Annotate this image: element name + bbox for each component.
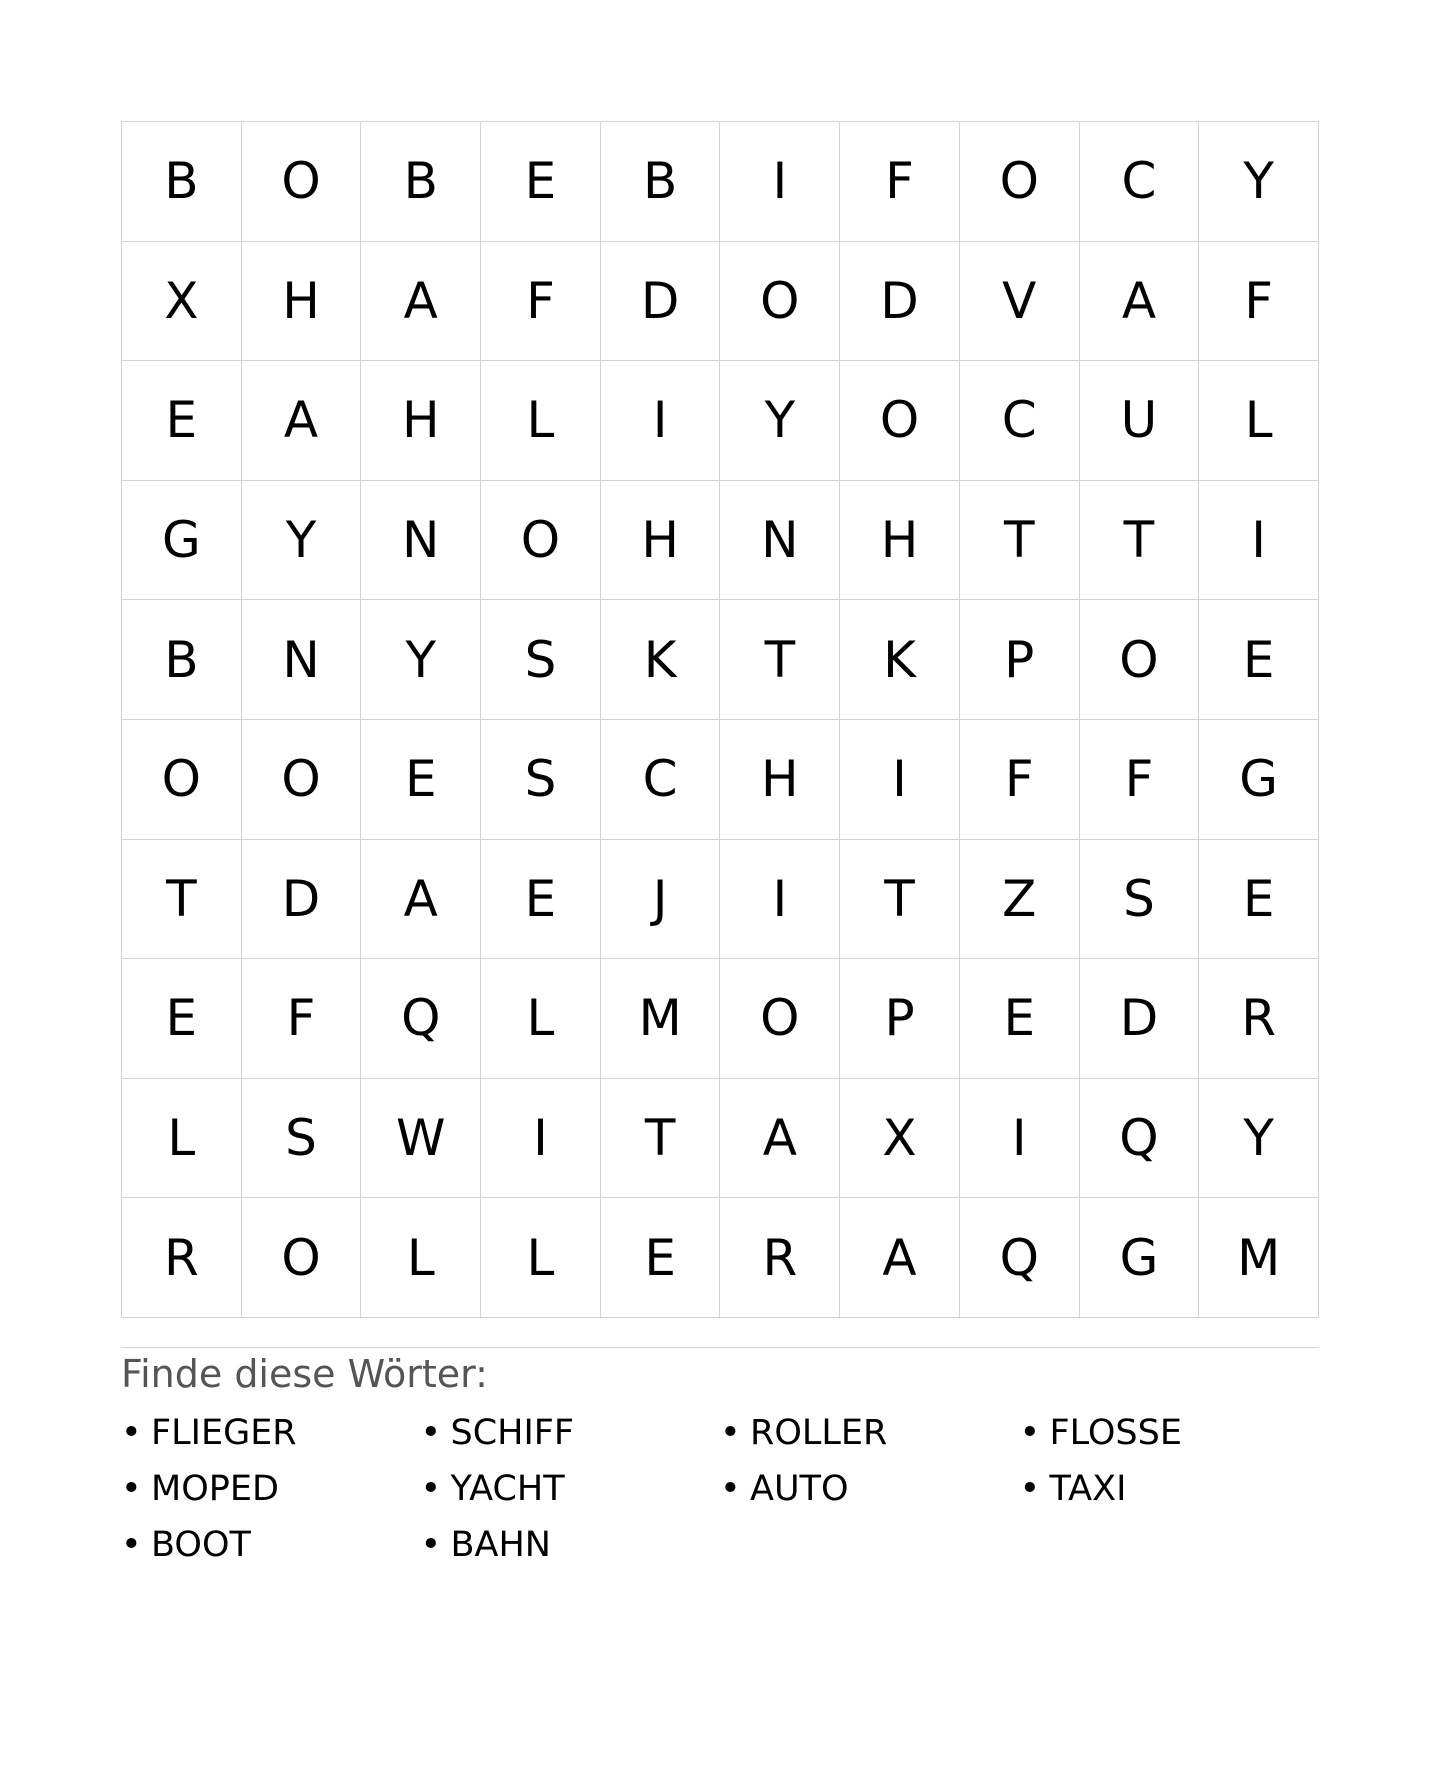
grid-cell[interactable]: S (242, 1079, 362, 1199)
grid-cell[interactable]: W (361, 1079, 481, 1199)
grid-cell[interactable]: L (481, 361, 601, 481)
word-label: YACHT (450, 1468, 565, 1509)
word-label: ROLLER (750, 1412, 888, 1453)
grid-cell[interactable]: O (1080, 600, 1200, 720)
grid-cell[interactable]: F (481, 242, 601, 362)
grid-cell[interactable]: R (122, 1198, 242, 1318)
grid-cell[interactable]: T (960, 481, 1080, 601)
grid-cell[interactable]: I (840, 720, 960, 840)
grid-cell[interactable]: I (720, 122, 840, 242)
grid-cell[interactable]: X (122, 242, 242, 362)
grid-cell[interactable]: I (1199, 481, 1319, 601)
word-list-item (720, 1466, 1020, 1512)
word-list-item (121, 1466, 421, 1512)
grid-cell[interactable]: T (122, 840, 242, 960)
grid-cell[interactable]: S (1080, 840, 1200, 960)
grid-cell[interactable]: O (242, 122, 362, 242)
grid-cell[interactable]: F (960, 720, 1080, 840)
grid-cell[interactable]: Y (361, 600, 481, 720)
grid-cell[interactable]: L (481, 1198, 601, 1318)
grid-cell[interactable]: L (122, 1079, 242, 1199)
grid-cell[interactable]: C (960, 361, 1080, 481)
grid-cell[interactable]: O (720, 959, 840, 1079)
grid-cell[interactable]: O (242, 1198, 362, 1318)
grid-cell[interactable]: D (1080, 959, 1200, 1079)
grid-cell[interactable]: S (481, 600, 601, 720)
word-label: MOPED (151, 1468, 279, 1509)
bullet-icon: • (720, 1468, 741, 1509)
grid-cell[interactable]: F (840, 122, 960, 242)
grid-cell[interactable]: O (122, 720, 242, 840)
grid-cell[interactable]: P (840, 959, 960, 1079)
grid-cell[interactable]: A (1080, 242, 1200, 362)
word-label: FLIEGER (151, 1412, 297, 1453)
word-label: BOOT (151, 1524, 251, 1565)
grid-cell[interactable]: K (840, 600, 960, 720)
grid-cell[interactable]: P (960, 600, 1080, 720)
grid-cell[interactable]: Q (361, 959, 481, 1079)
grid-cell[interactable]: B (601, 122, 721, 242)
word-label: FLOSSE (1049, 1412, 1182, 1453)
grid-cell[interactable]: O (720, 242, 840, 362)
grid-cell[interactable]: O (481, 481, 601, 601)
grid-cell[interactable]: G (122, 481, 242, 601)
grid-cell[interactable]: A (720, 1079, 840, 1199)
bullet-icon: • (420, 1468, 442, 1509)
grid-cell[interactable]: R (720, 1198, 840, 1318)
grid-cell[interactable]: M (601, 959, 721, 1079)
grid-cell[interactable]: E (481, 840, 601, 960)
grid-cell[interactable]: U (1080, 361, 1200, 481)
grid-cell[interactable]: F (242, 959, 362, 1079)
grid-cell[interactable]: L (361, 1198, 481, 1318)
grid-cell[interactable]: L (481, 959, 601, 1079)
grid-cell[interactable]: Y (1199, 1079, 1319, 1199)
grid-cell[interactable]: B (361, 122, 481, 242)
grid-cell[interactable]: Q (960, 1198, 1080, 1318)
grid-cell[interactable]: E (1199, 600, 1319, 720)
grid-cell[interactable]: B (122, 600, 242, 720)
grid-cell[interactable]: H (361, 361, 481, 481)
grid-cell[interactable]: Q (1080, 1079, 1200, 1199)
grid-cell[interactable]: E (481, 122, 601, 242)
grid-cell[interactable]: I (720, 840, 840, 960)
grid-cell[interactable]: C (1080, 122, 1200, 242)
grid-cell[interactable]: I (481, 1079, 601, 1199)
grid-cell[interactable]: H (840, 481, 960, 601)
grid-cell[interactable]: O (960, 122, 1080, 242)
grid-cell[interactable]: J (601, 840, 721, 960)
word-list-item (421, 1466, 721, 1512)
divider (121, 1347, 1319, 1348)
bullet-icon: • (1019, 1468, 1041, 1509)
bullet-icon: • (720, 1412, 741, 1453)
grid-cell[interactable]: N (361, 481, 481, 601)
grid-cell[interactable]: R (1199, 959, 1319, 1079)
grid-cell[interactable]: A (361, 840, 481, 960)
bullet-icon: • (420, 1524, 442, 1565)
word-label: BAHN (450, 1524, 551, 1565)
grid-cell[interactable]: H (720, 720, 840, 840)
bullet-icon: • (121, 1524, 142, 1565)
grid-cell[interactable]: B (122, 122, 242, 242)
bullet-icon: • (121, 1468, 142, 1509)
grid-cell[interactable]: E (122, 959, 242, 1079)
grid-cell[interactable]: X (840, 1079, 960, 1199)
word-label: AUTO (750, 1468, 849, 1509)
grid-cell[interactable]: Y (242, 481, 362, 601)
grid-cell[interactable]: E (361, 720, 481, 840)
word-label: SCHIFF (450, 1412, 575, 1453)
bullet-icon: • (420, 1412, 442, 1453)
grid-cell[interactable]: F (1080, 720, 1200, 840)
grid-cell[interactable]: Y (1199, 122, 1319, 242)
grid-cell[interactable]: I (601, 361, 721, 481)
bullet-icon: • (121, 1412, 142, 1453)
grid-cell[interactable]: Y (720, 361, 840, 481)
grid-cell[interactable]: E (960, 959, 1080, 1079)
grid-cell[interactable]: N (242, 600, 362, 720)
grid-cell[interactable]: Z (960, 840, 1080, 960)
grid-cell[interactable]: H (242, 242, 362, 362)
grid-cell[interactable]: T (720, 600, 840, 720)
bullet-icon: • (1019, 1412, 1041, 1453)
grid-cell[interactable]: O (242, 720, 362, 840)
grid-cell[interactable]: V (960, 242, 1080, 362)
grid-cell[interactable]: T (840, 840, 960, 960)
word-list-item (421, 1410, 721, 1456)
grid-cell[interactable]: T (1080, 481, 1200, 601)
word-list-item (1020, 1410, 1320, 1456)
grid-cell[interactable]: O (840, 361, 960, 481)
grid-cell[interactable]: A (840, 1198, 960, 1318)
grid-cell[interactable]: F (1199, 242, 1319, 362)
grid-cell[interactable]: A (242, 361, 362, 481)
grid-cell[interactable]: G (1199, 720, 1319, 840)
word-label: TAXI (1049, 1468, 1127, 1509)
letter-grid (121, 121, 1319, 1318)
word-list (121, 1410, 1319, 1568)
grid-cell[interactable]: K (601, 600, 721, 720)
grid-cell[interactable]: E (122, 361, 242, 481)
grid-cell[interactable]: A (361, 242, 481, 362)
grid-cell[interactable]: L (1199, 361, 1319, 481)
grid-cell[interactable]: H (601, 481, 721, 601)
grid-cell[interactable]: T (601, 1079, 721, 1199)
grid-cell[interactable]: C (601, 720, 721, 840)
grid-cell[interactable]: D (242, 840, 362, 960)
word-list-item (421, 1522, 721, 1568)
word-search-sheet (121, 121, 1319, 1568)
word-list-item (1020, 1466, 1320, 1512)
grid-cell[interactable]: N (720, 481, 840, 601)
grid-cell[interactable]: G (1080, 1198, 1200, 1318)
word-list-item (121, 1410, 421, 1456)
grid-cell[interactable]: E (601, 1198, 721, 1318)
grid-cell[interactable]: S (481, 720, 601, 840)
grid-cell[interactable]: I (960, 1079, 1080, 1199)
grid-cell[interactable]: M (1199, 1198, 1319, 1318)
word-list-item (121, 1522, 421, 1568)
instruction-text: Finde diese Wörter: (121, 1351, 488, 1396)
word-list-item (720, 1410, 1020, 1456)
grid-cell[interactable]: D (601, 242, 721, 362)
grid-cell[interactable]: E (1199, 840, 1319, 960)
grid-cell[interactable]: D (840, 242, 960, 362)
